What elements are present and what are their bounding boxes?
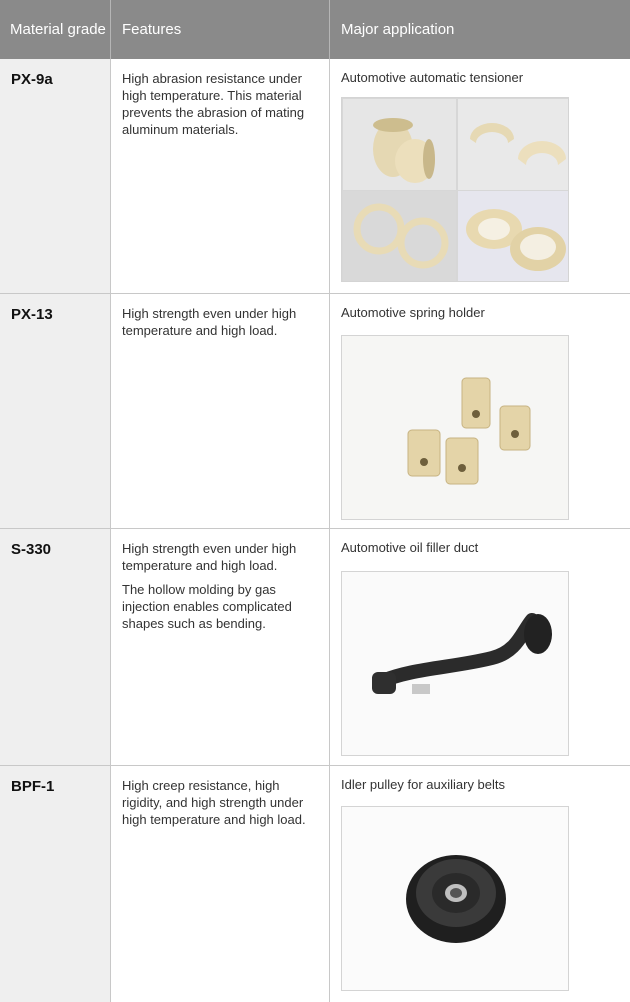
application-label: Automotive spring holder [341, 305, 485, 320]
grade-label: PX-13 [11, 306, 53, 323]
grade-label: BPF-1 [11, 778, 55, 795]
table-header [0, 0, 630, 59]
table-row [0, 529, 630, 766]
application-label: Idler pulley for auxiliary belts [341, 777, 506, 792]
features-text-secondary: The hollow molding by gas injection enables complicated shapes such as bending. [122, 582, 292, 631]
grade-label: S-330 [11, 541, 52, 558]
table-row [0, 294, 630, 529]
table-row [0, 59, 630, 294]
tensioner-parts-photo [341, 97, 569, 282]
oil-filler-duct-photo [341, 571, 569, 756]
table-row [0, 766, 630, 1002]
features-text: High strength even under high temperature and high load. [122, 306, 297, 338]
spring-holder-photo [341, 335, 569, 520]
features-text: High strength even under high temperature and high load. [122, 541, 297, 573]
application-label: Automotive automatic tensioner [341, 70, 524, 85]
features-text: High creep resistance, high rigidity, and high strength under high temperature and high load. [122, 778, 306, 827]
idler-pulley-photo [341, 806, 569, 991]
features-text: High abrasion resistance under high temperature. This material prevents the abrasion of mating aluminum materials. [122, 71, 305, 137]
header-material-grade: Material grade [10, 21, 106, 38]
grade-label: PX-9a [11, 71, 53, 88]
header-features: Features [110, 0, 329, 59]
header-major-application: Major application [329, 0, 630, 59]
application-label: Automotive oil filler duct [341, 540, 479, 555]
